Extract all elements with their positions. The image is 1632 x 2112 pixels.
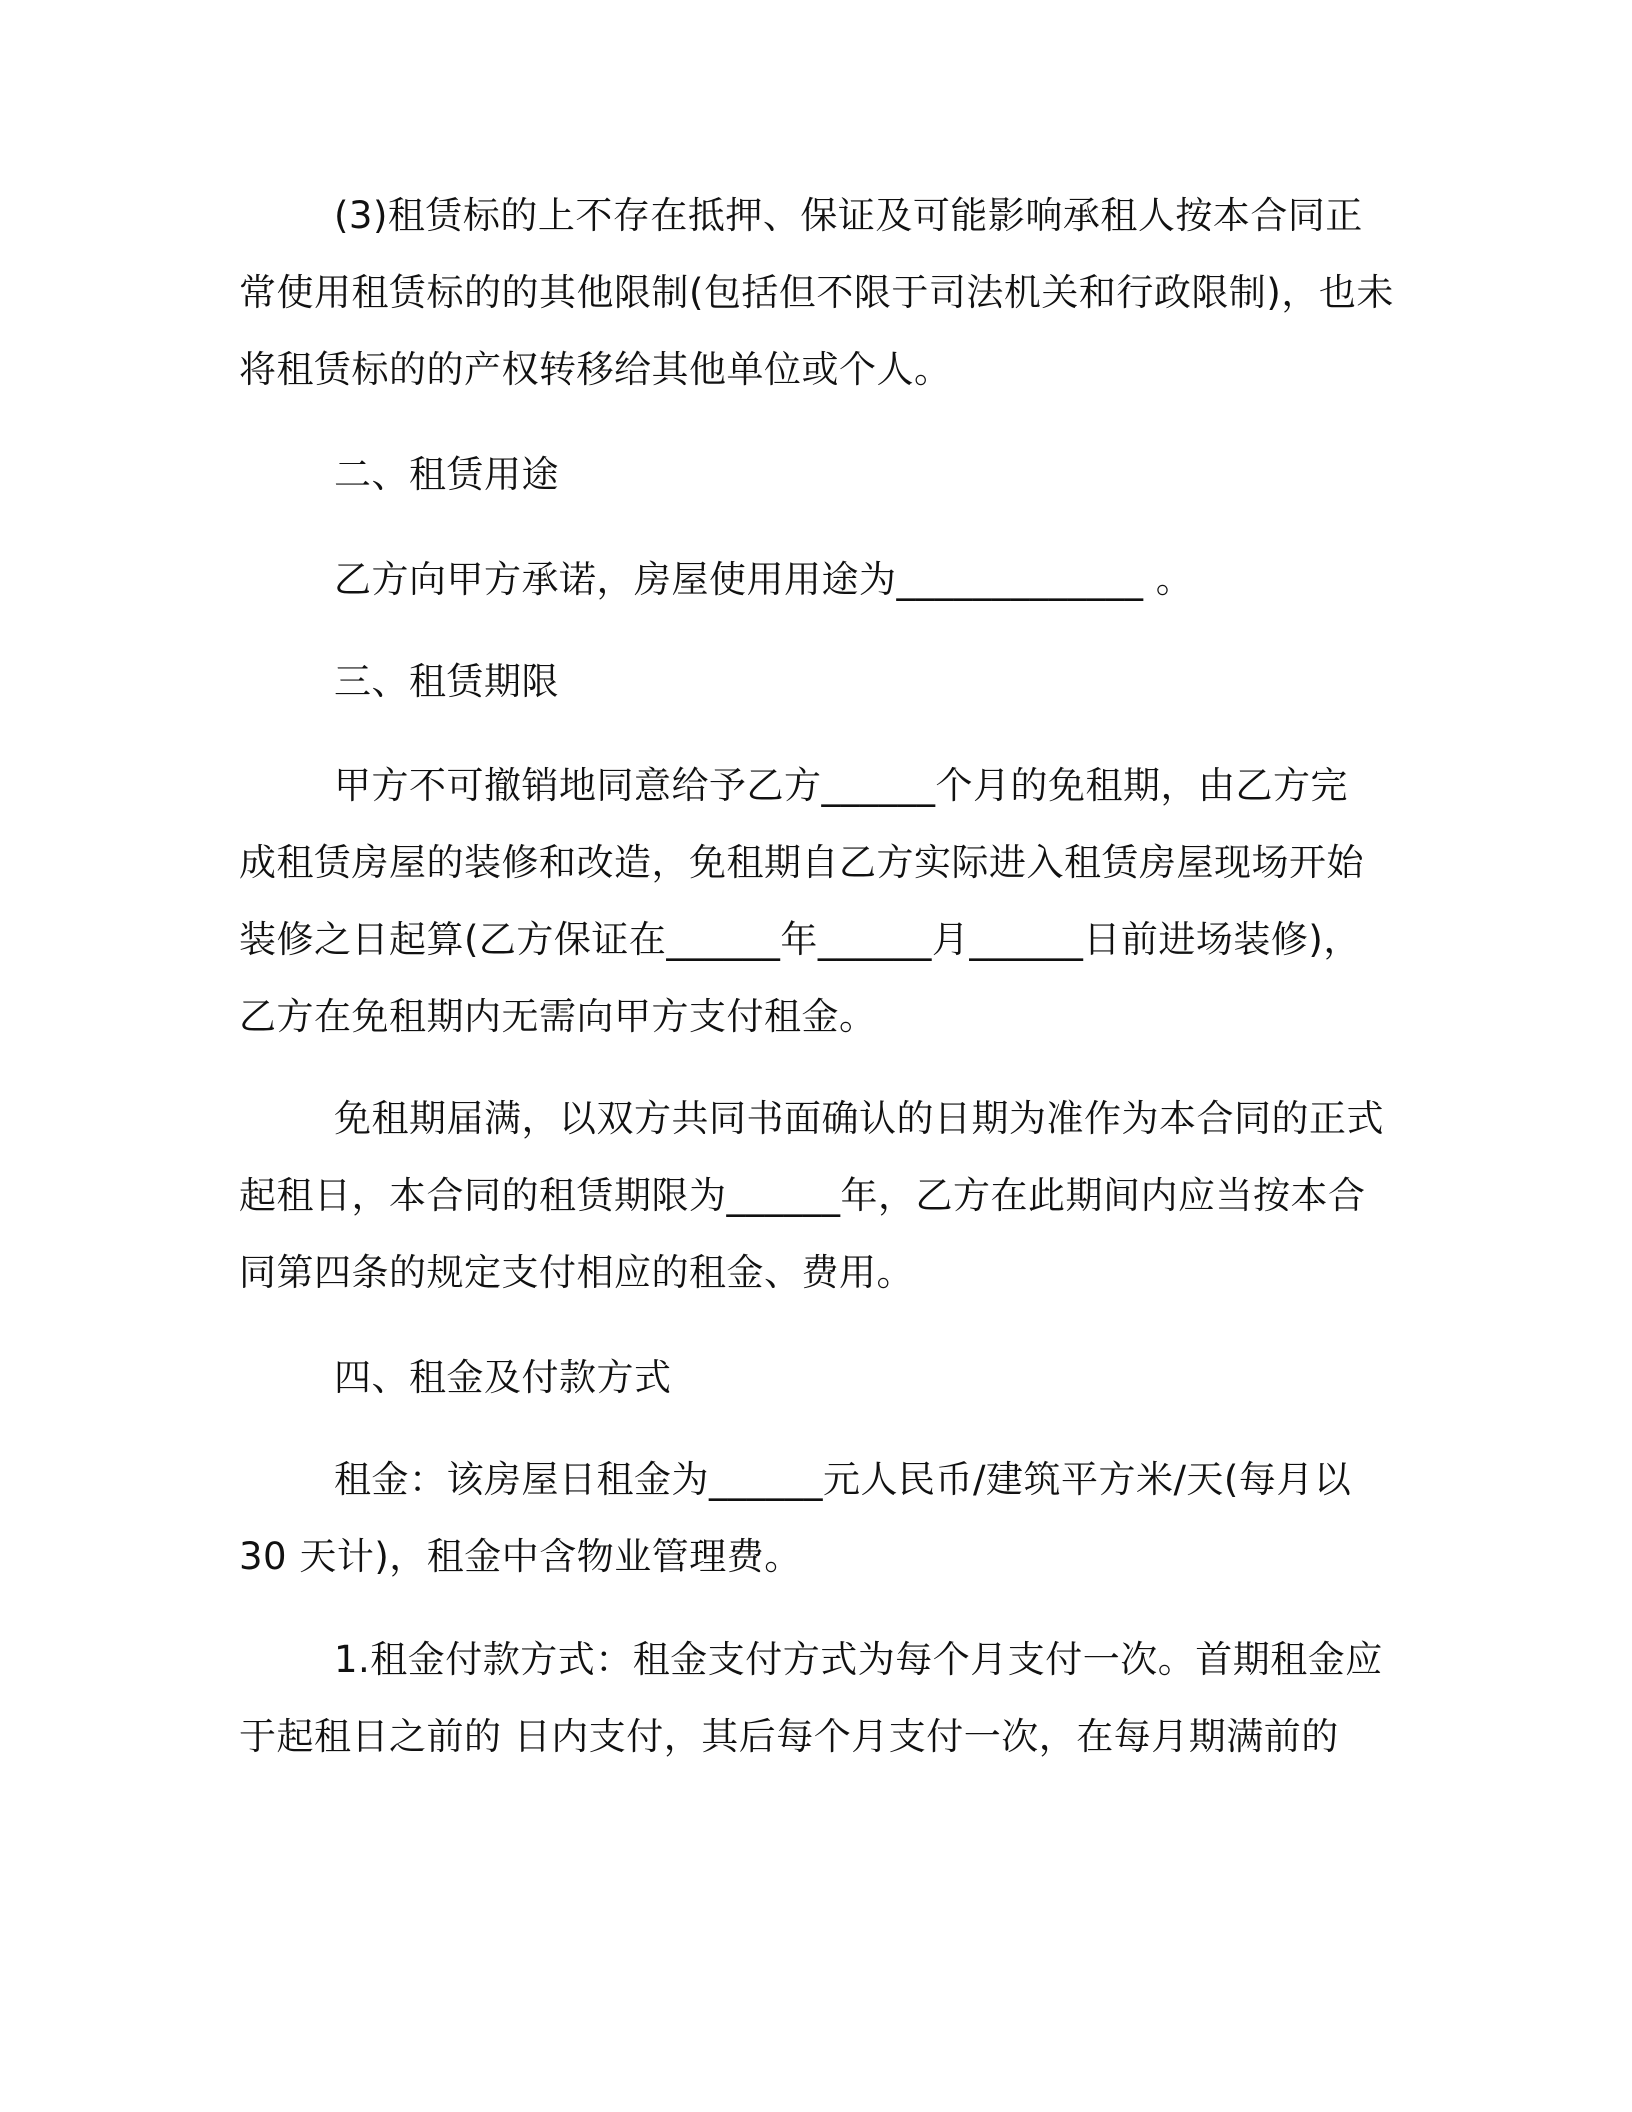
section-4-payment-line-2: 于起租日之前的 日内支付，其后每个月支付一次，在每月期满前的: [239, 1715, 1339, 1758]
section-2-body: 乙方向甲方承诺，房屋使用用途为_____________ 。: [334, 558, 1194, 601]
section-4-rent-line-2: 30 天计)，租金中含物业管理费。: [239, 1535, 802, 1578]
section-3-heading: 三、租赁期限: [334, 660, 559, 703]
section-4-rent-line-1: 租金：该房屋日租金为______元人民币/建筑平方米/天(每月以: [334, 1458, 1352, 1501]
clause-3-line-1: (3)租赁标的上不存在抵押、保证及可能影响承租人按本合同正: [334, 194, 1363, 237]
section-3-para-1-line-2: 成租赁房屋的装修和改造，免租期自乙方实际进入租赁房屋现场开始: [239, 841, 1364, 884]
section-3-para-2-line-1: 免租期届满，以双方共同书面确认的日期为准作为本合同的正式: [334, 1097, 1384, 1140]
clause-3-line-3: 将租赁标的的产权转移给其他单位或个人。: [239, 348, 952, 391]
section-3-para-2-line-3: 同第四条的规定支付相应的租金、费用。: [239, 1251, 914, 1294]
section-2-heading: 二、租赁用途: [334, 453, 559, 496]
section-3-para-1-line-4: 乙方在免租期内无需向甲方支付租金。: [239, 995, 877, 1038]
section-3-para-1-line-1: 甲方不可撤销地同意给予乙方______个月的免租期，由乙方完: [334, 764, 1348, 807]
section-4-heading: 四、租金及付款方式: [334, 1356, 672, 1399]
section-4-payment-line-1: 1.租金付款方式：租金支付方式为每个月支付一次。首期租金应: [334, 1638, 1383, 1681]
section-3-para-1-line-3: 装修之日起算(乙方保证在______年______月______日前进场装修)，: [239, 918, 1361, 961]
clause-3-line-2: 常使用租赁标的的其他限制(包括但不限于司法机关和行政限制)，也未: [239, 271, 1394, 314]
section-3-para-2-line-2: 起租日，本合同的租赁期限为______年，乙方在此期间内应当按本合: [239, 1174, 1366, 1217]
